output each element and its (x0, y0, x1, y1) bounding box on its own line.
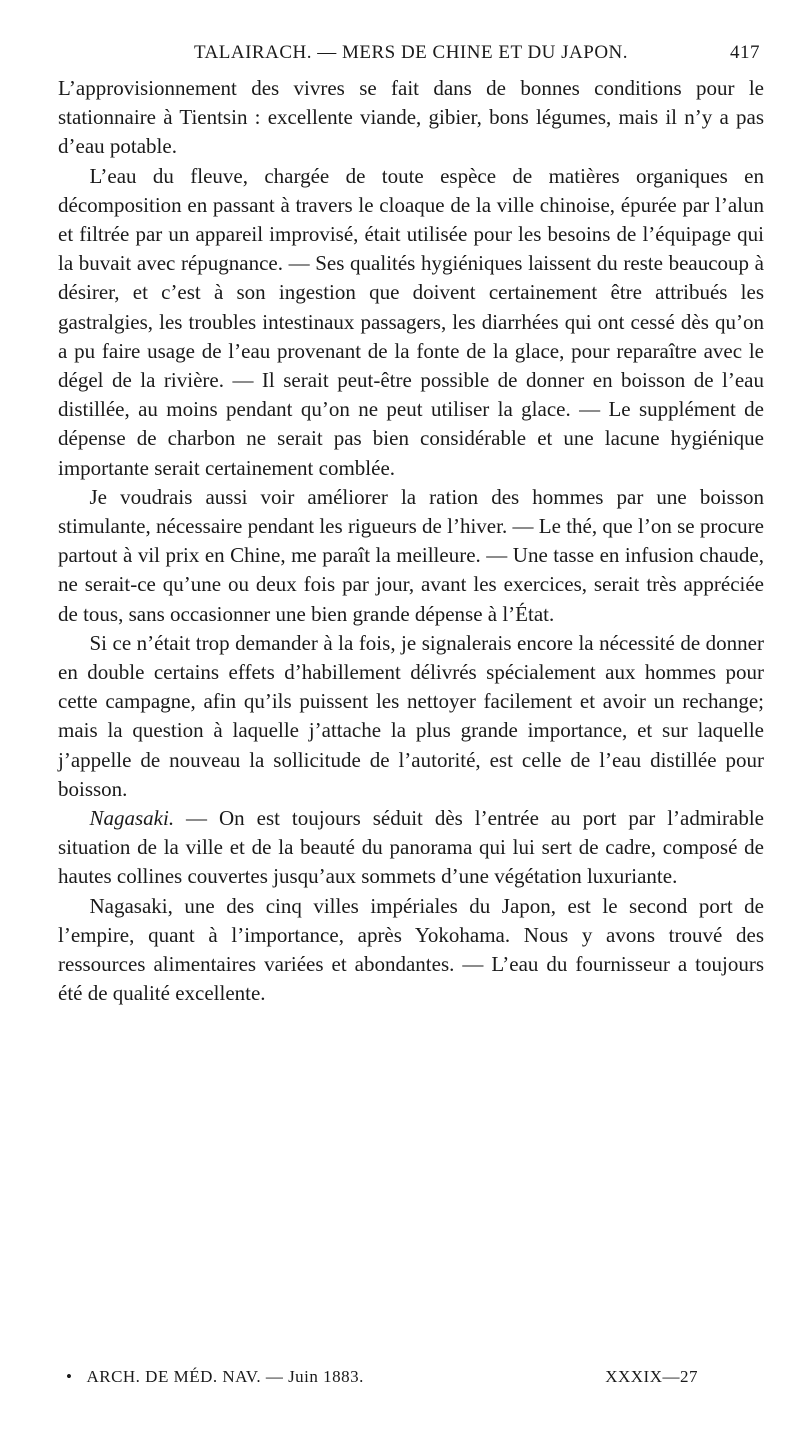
paragraph: Si ce n’était trop demander à la fois, je signalerais encore la nécessité de donner en double certains effets d’habillement délivrés spécialement aux hommes pour cette campagne, afin qu’ils puissent les nettoyer facilement et avoir un rechange; mais la question à laquelle j’attache la plus grande importance, et sur laquelle j’appelle de nouveau la sollicitude de l’autorité, est celle de l’eau distillée pour boisson. (58, 630, 764, 801)
running-title: TALAIRACH. — MERS DE CHINE ET DU JAPON. (193, 42, 629, 63)
running-header (58, 38, 764, 74)
footer-source-text: ARCH. DE MÉD. NAV. — Juin 1883. (86, 1367, 364, 1386)
signature-mark: XXXIX—27 (605, 1367, 698, 1386)
paragraph: L’eau du fleuve, chargée de toute espèce de matières organiques en décomposition en passant à travers le cloaque de la ville chinoise, épurée par l’alun et filtrée par un appareil improvisé, était utilisée pour les besoins de l’équipage qui la buvait avec répugnance. — Ses qualités hygiéniques laissent du reste beaucoup à désirer, et c’est à son ingestion que doivent certainement être attribués les gastralgies, les troubles intestinaux passagers, les diarrhées qui ont cessé dès qu’on a pu faire usage de l’eau provenant de la fonte de la glace, pour reparaître avec le dégel de la rivière. — Il serait peut-être possible de donner en boisson de l’eau distillée, au moins pendant qu’on ne peut utiliser la glace. — Le supplément de dépense de charbon ne serait pas bien considérable et une lacune hygiénique importante serait certainement comblée. (58, 163, 764, 480)
page-number: 417 (730, 42, 760, 63)
footer-source (66, 1367, 364, 1387)
paragraph: L’approvisionnement des vivres se fait dans de bonnes conditions pour le stationnaire à Tientsin : excellente viande, gibier, bons légumes, mais il n’y a pas d’eau potable. (58, 76, 764, 159)
place-heading: Nagasaki. (89, 806, 175, 831)
footer-bullet: • (66, 1367, 73, 1386)
body-text (58, 74, 764, 1009)
paragraph-nagasaki (58, 804, 764, 892)
page (58, 38, 764, 1009)
paragraph-text: — On est toujours séduit dès l’entrée au port par l’admirable situation de la ville et de la beauté du panorama qui lui sert de cadre, composé de hautes collines couvertes jusqu’aux sommets d’une végétation luxuriante. (58, 806, 764, 889)
paragraph: Nagasaki, une des cinq villes impériales du Japon, est le second port de l’empire, quant à l’importance, après Yokohama. Nous y avons trouvé des ressources alimentaires variées et abondantes. — L’eau du fournisseur a toujours été de qualité excellente. (58, 893, 764, 1006)
paragraph: Je voudrais aussi voir améliorer la ration des hommes par une boisson stimulante, nécessaire pendant les rigueurs de l’hiver. — Le thé, que l’on se procure partout à vil prix en Chine, me paraît la meilleure. — Une tasse en infusion chaude, ne serait-ce qu’une ou deux fois par jour, avant les exercices, serait très appréciée de tous, sans occasionner une bien grande dépense à l’État. (58, 484, 764, 626)
